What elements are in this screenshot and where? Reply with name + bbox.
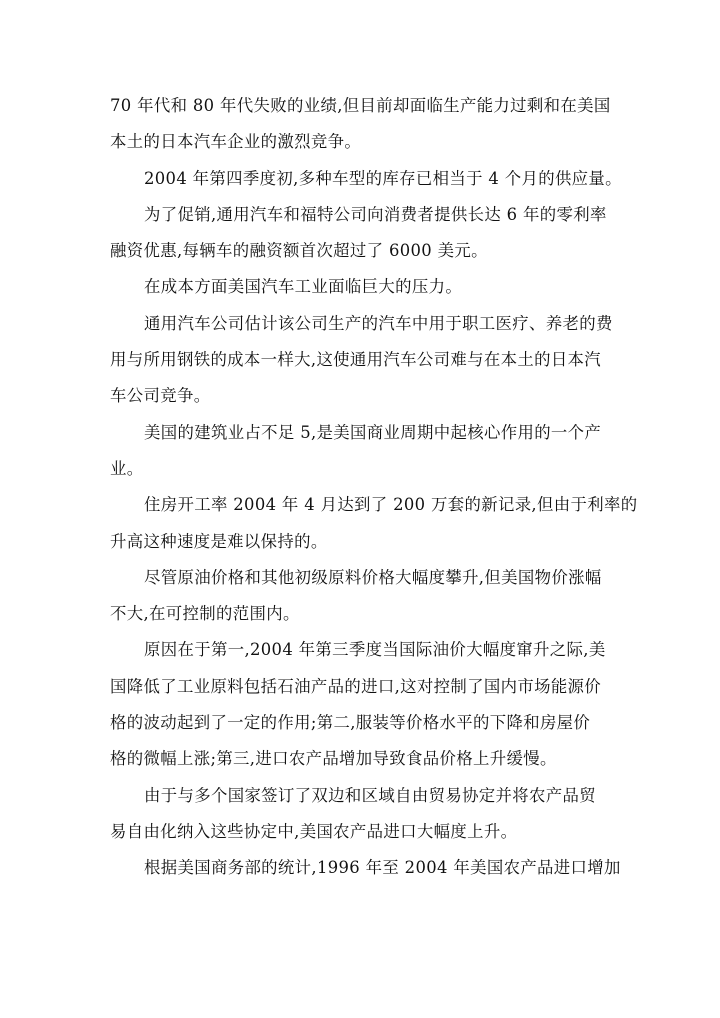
text-line: 通用汽车公司估计该公司生产的汽车中用于职工医疗、养老的费 xyxy=(144,313,613,333)
text-line: 格的微幅上涨;第三,进口农产品增加导致食品价格上升缓慢。 xyxy=(110,749,557,769)
text-line: 由于与多个国家签订了双边和区域自由贸易协定并将农产品贸 xyxy=(144,785,596,805)
text-line: 国降低了工业原料包括石油产品的进口,这对控制了国内市场能源价 xyxy=(110,676,602,696)
text-line: 2004 年第四季度初,多种车型的库存已相当于 4 个月的供应量。 xyxy=(144,168,622,188)
text-line: 在成本方面美国汽车工业面临巨大的压力。 xyxy=(144,277,463,297)
text-line: 尽管原油价格和其他初级原料价格大幅度攀升,但美国物价涨幅 xyxy=(144,567,602,587)
text-line: 用与所用钢铁的成本一样大,这使通用汽车公司难与在本土的日本汽 xyxy=(110,350,602,370)
text-line: 根据美国商务部的统计,1996 年至 2004 年美国农产品进口增加 xyxy=(144,858,621,878)
text-line: 格的波动起到了一定的作用;第二,服装等价格水平的下降和房屋价 xyxy=(110,713,591,733)
text-line: 原因在于第一,2004 年第三季度当国际油价大幅度窜升之际,美 xyxy=(144,640,606,660)
text-line: 70 年代和 80 年代失败的业绩,但目前却面临生产能力过剩和在美国 xyxy=(110,96,611,115)
text-line: 住房开工率 2004 年 4 月达到了 200 万套的新记录,但由于利率的 xyxy=(144,495,638,515)
body-text xyxy=(110,88,638,887)
text-line: 升高这种速度是难以保持的。 xyxy=(110,531,328,551)
text-line: 本土的日本汽车企业的激烈竞争。 xyxy=(110,132,362,152)
text-line: 不大,在可控制的范围内。 xyxy=(110,604,300,624)
text-line: 美国的建筑业占不足 5,是美国商业周期中起核心作用的一个产 xyxy=(144,422,602,442)
text-line: 融资优惠,每辆车的融资额首次超过了 6000 美元。 xyxy=(110,241,488,261)
text-line: 业。 xyxy=(110,458,144,478)
text-line: 易自由化纳入这些协定中,美国农产品进口大幅度上升。 xyxy=(110,821,518,841)
text-line: 车公司竞争。 xyxy=(110,386,211,406)
text-line: 为了促销,通用汽车和福特公司向消费者提供长达 6 年的零利率 xyxy=(144,204,607,224)
